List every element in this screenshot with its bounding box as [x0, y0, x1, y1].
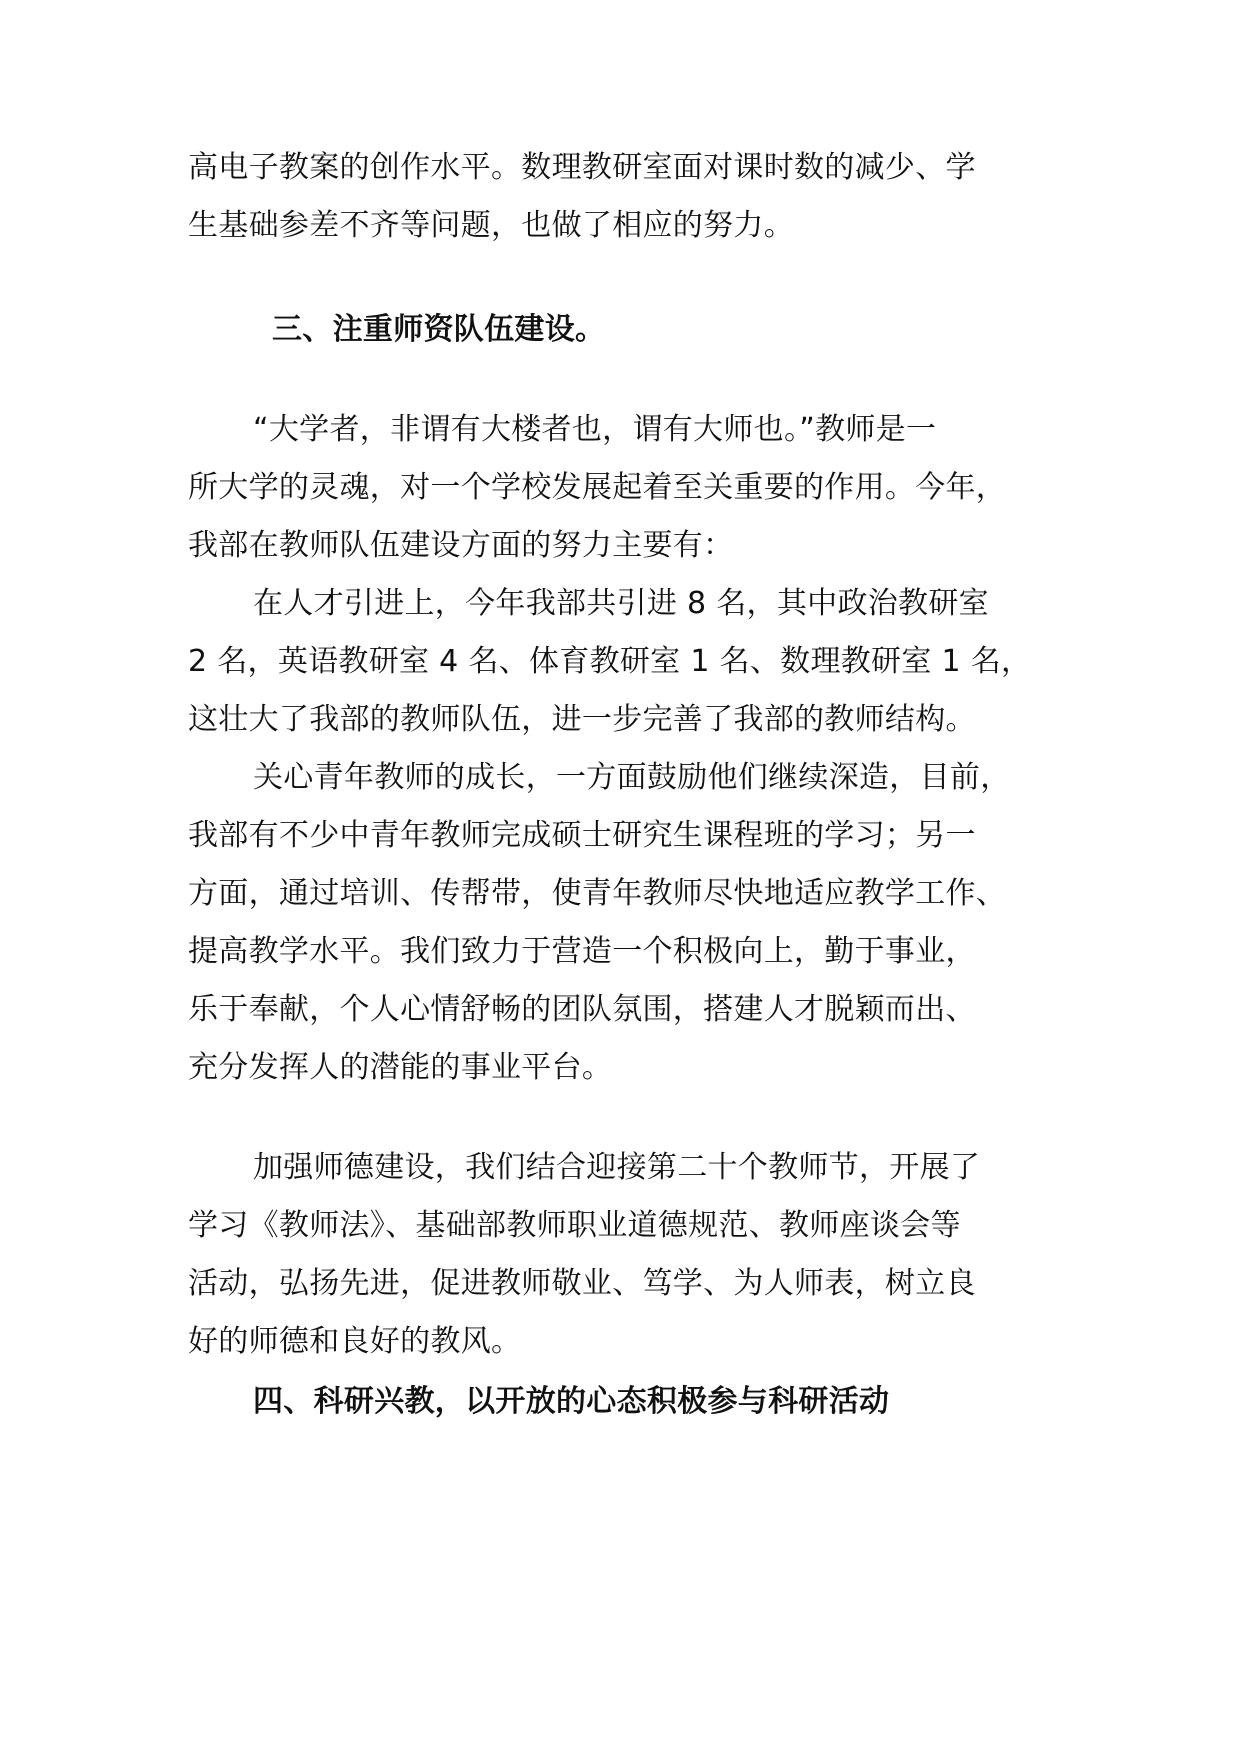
text-line: 提高教学水平。我们致力于营造一个积极向上，勤于事业， [188, 934, 976, 969]
text-line: 所大学的灵魂，对一个学校发展起着至关重要的作用。今年， [188, 470, 1007, 505]
section-heading-4: 四、科研兴教，以开放的心态积极参与科研活动 [253, 1384, 890, 1419]
text-line: 好的师德和良好的教风。 [188, 1324, 522, 1359]
text-line: 乐于奉献，个人心情舒畅的团队氛围，搭建人才脱颖而出、 [188, 992, 976, 1027]
text-line: 活动，弘扬先进，促进教师敬业、笃学、为人师表，树立良 [188, 1266, 976, 1301]
text-line: 我部有不少中青年教师完成硕士研究生课程班的学习；另一 [188, 818, 976, 853]
text-line: 这壮大了我部的教师队伍，进一步完善了我部的教师结构。 [188, 702, 976, 737]
text-line: 充分发挥人的潜能的事业平台。 [188, 1050, 613, 1085]
text-line: 加强师德建设，我们结合迎接第二十个教师节，开展了 [253, 1150, 981, 1185]
text-line: 生基础参差不齐等问题，也做了相应的努力。 [188, 208, 794, 243]
text-line: 学习《教师法》、基础部教师职业道德规范、教师座谈会等 [188, 1208, 961, 1243]
text-line: 关心青年教师的成长，一方面鼓励他们继续深造，目前， [253, 760, 1011, 795]
text-line: 2 名，英语教研室 4 名、体育教研室 1 名、数理教研室 1 名， [188, 644, 1032, 679]
text-line: 方面，通过培训、传帮带，使青年教师尽快地适应教学工作、 [188, 876, 1007, 911]
text-line: 我部在教师队伍建设方面的努力主要有： [188, 528, 734, 563]
text-line: 高电子教案的创作水平。数理教研室面对课时数的减少、学 [188, 150, 976, 185]
text-line: 在人才引进上，今年我部共引进 8 名，其中政治教研室 [253, 586, 989, 621]
text-line: “大学者，非谓有大楼者也，谓有大师也。”教师是一 [253, 412, 937, 447]
section-heading-3: 三、注重师资队伍建设。 [272, 312, 606, 347]
